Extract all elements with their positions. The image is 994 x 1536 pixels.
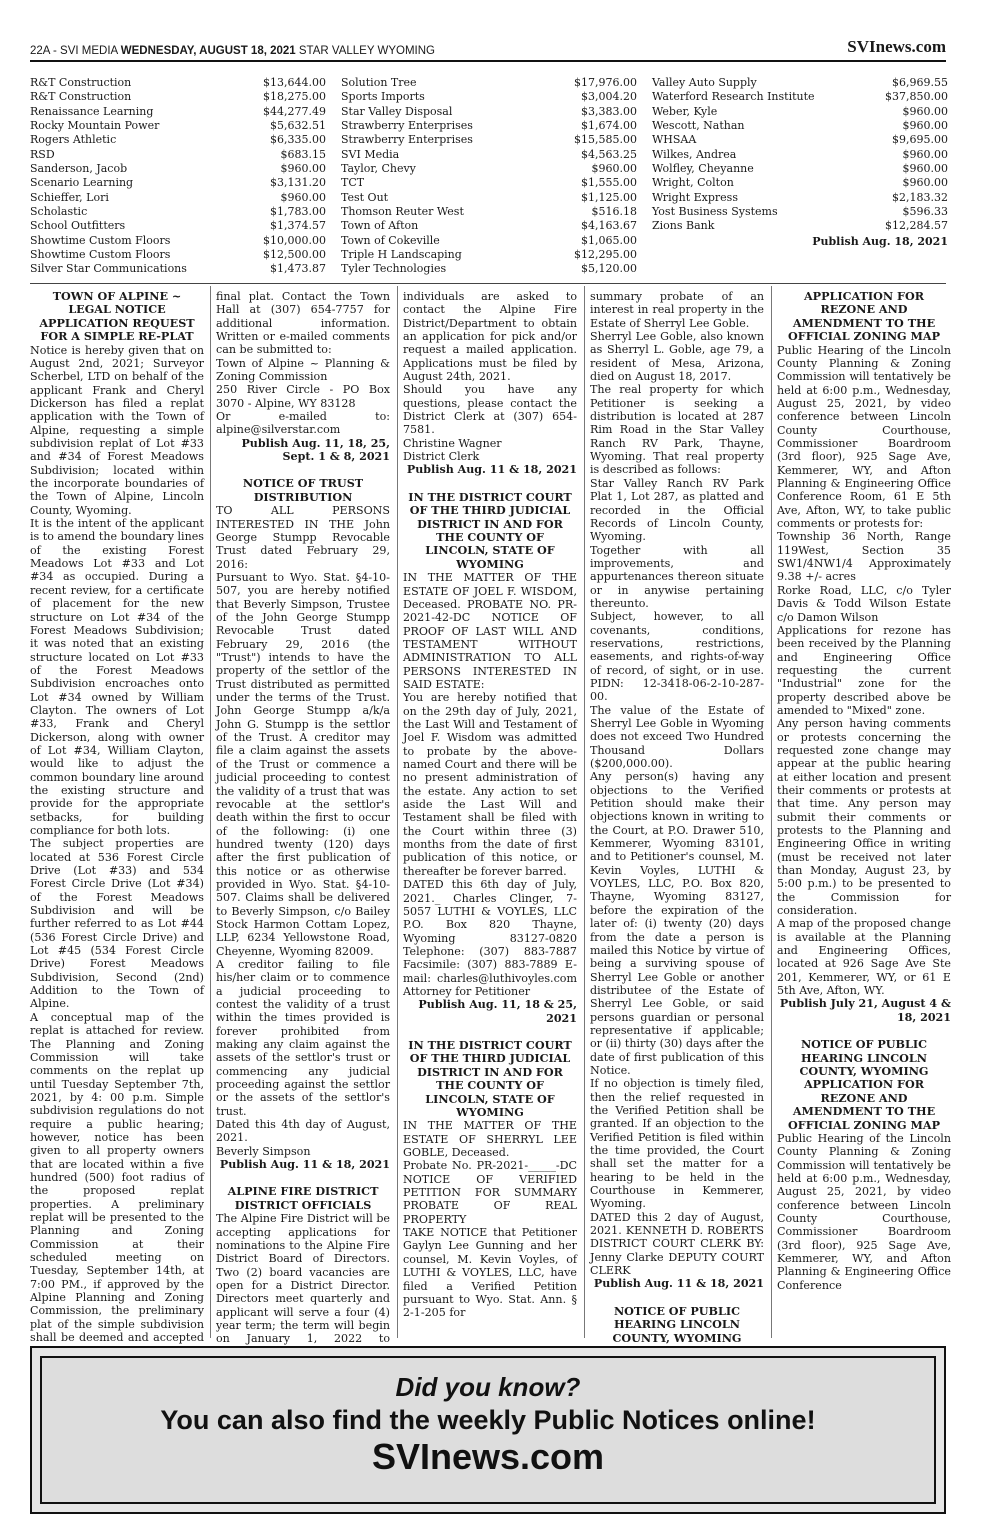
table-row [341, 148, 637, 162]
payee-name: Showtime Custom Floors [30, 233, 171, 247]
header-date: WEDNESDAY, AUGUST 18, 2021 [120, 45, 296, 57]
section-rule [30, 283, 946, 284]
trust-paragraph: A creditor failing to file his/her claim or to commence a judicial proceeding to contest the validity of a trust within the times provided is forever prohibited from making any claim against the assets of the settlor's trust or commencing any judicial proceeding against the settlor or the assets of the settlor's trust. [216, 957, 390, 1118]
rezone-title: APPLICATION FOR REZONE AND AMENDMENT TO THE OFFICIAL ZONING MAP [788, 289, 940, 344]
court2-paragraph: DATED this 2 day of August, 2021. KENNETH D. ROBERTS DISTRICT COURT CLERK BY: Jenny Clarke DEPUTY COURT CLERK [590, 1210, 764, 1278]
table-row [30, 191, 326, 205]
payment-amount: $1,125.00 [581, 190, 637, 204]
payment-amount: $2,183.32 [892, 190, 948, 204]
notice-column-3 [403, 290, 577, 1340]
banner-inner [40, 1356, 936, 1504]
header-left [30, 45, 435, 57]
notice-column-1 [30, 289, 204, 1345]
trust-publish: Publish Aug. 11 & 18, 2021 [219, 1158, 390, 1172]
fire-paragraph: Should you have any questions, please contact the District Clerk at (307) 654-7581. [403, 383, 577, 437]
payment-amount: $44,277.49 [263, 104, 326, 118]
table-row [341, 162, 637, 176]
payee-name: Wright Express [652, 190, 738, 204]
rezone-paragraph: Public Hearing of the Lincoln County Planning & Zoning Commission will tentatively be held at 6:00 p.m., Wednesday, August 25, 2021, by video conference between Lincoln County Courthouse, Commissioner Boardroom (3rd floor), 925 Sage Ave, Kemmerer, WY, and Afton Planning & Engineering Office Conference Room, 61 E 5th Ave, Afton, WY, to take public comments or protests for: [777, 343, 951, 531]
payment-amount: $5,120.00 [581, 262, 637, 276]
payment-amount: $1,065.00 [581, 233, 637, 247]
payments-column-2 [341, 76, 637, 277]
payee-name: Wescott, Nathan [652, 119, 745, 133]
table-row [30, 76, 326, 90]
payment-amount: $960.00 [280, 190, 326, 204]
payee-name: Waterford Research Institute [652, 90, 815, 104]
court2-paragraph: summary probate of an interest in real property in the Estate of Sherryl Lee Goble. [590, 290, 764, 330]
alpine-address: 250 River Circle - PO Box 3070 - Alpine, WY 83128 [216, 383, 390, 410]
page-header [30, 37, 946, 62]
payee-name: RSD [30, 147, 55, 161]
payee-name: Solution Tree [341, 76, 417, 89]
payee-name: Silver Star Communications [30, 262, 187, 276]
payment-amount: $960.00 [591, 162, 637, 176]
payment-amount: $1,555.00 [581, 176, 637, 190]
payee-name: Taylor, Chevy [341, 162, 416, 176]
payee-name: Thomson Reuter West [341, 205, 464, 219]
table-row [341, 176, 637, 190]
table-row [30, 205, 326, 219]
banner-question: Did you know? [395, 1372, 581, 1402]
table-row [652, 191, 948, 205]
rezone-paragraph: Applications for rezone has been received by the Planning and Engineering Office requesting the current "Industrial" zone for the property described above be amended to "Mixed" zone. [777, 623, 951, 717]
payee-name: TCT [341, 176, 365, 190]
trust-paragraph: Pursuant to Wyo. Stat. §4-10-507, you are hereby notified that Beverly Simpson, Trustee of the John George Stumpp Revocable Trust dated February 29, 2016 (the "Trust") intends to have the property of the settlor of the Trust distributed as permitted under the terms of the Trust. John George Stumpp a/k/a John G. Stumpp is the settlor of the Trust. A creditor may file a claim against the assets of the Trust or commence a judicial proceeding to contest the validity of a trust that was revocable at the settlor's death within the first to occur of the following: (i) one hundred twenty (120) days after the first publication of this notice or as otherwise provided in Wyo. Stat. §4-10-507. Claims shall be delivered to Beverly Simpson, c/o Bailey Stock Harmon Cottam Lopez, LLP, 6234 Yellowstone Road, Cheyenne, Wyoming 82009. [216, 571, 390, 958]
court2-title: IN THE DISTRICT COURT OF THE THIRD JUDICIAL DISTRICT IN AND FOR THE COUNTY OF LINCOLN, STATE OF WYOMING [408, 1037, 572, 1119]
table-row [652, 90, 948, 104]
payee-name: Yost Business Systems [652, 205, 778, 219]
court1-paragraph: DATED this 6th day of July, 2021._ Charles Clinger, 7-5057 LUTHI & VOYLES, LLC P.O. Box 820 Thayne, Wyoming 83127-0820 Telephone: (307) 883-7887 Facsimile: (307) 883-7889 E-mail: charles@luthivoyles.com Attorney for Petitioner [403, 878, 577, 998]
trust-signer: Beverly Simpson [216, 1144, 311, 1158]
payee-name: Town of Afton [341, 219, 419, 233]
fire-paragraph: The Alpine Fire District will be accepting applications for nominations to the Alpine Fire District Board of Directors. Two (2) board vacancies are open for a District Director. Directors meet quarterly and applicant will serve a four (4) year term; the term will begin on January 1, 2022 to [216, 1212, 390, 1346]
payment-amount: $960.00 [902, 147, 948, 161]
payee-name: Test Out [341, 190, 389, 204]
alpine-email: Or e-mailed to: alpine@silverstar.com [216, 410, 390, 437]
court2-paragraph: Sherryl Lee Goble, also known as Sherryl L. Goble, age 79, a resident of Mesa, Arizona, died on August 18, 2017. [590, 330, 764, 384]
payee-name: Scholastic [30, 205, 88, 219]
hearing2-paragraph: Public Hearing of the Lincoln County Planning & Zoning Commission will tentatively be held at 6:00 p.m., Wednesday, August 25, 2021, by video conference between Lincoln County Courthouse, Commissioner Boardroom (3rd floor), 925 Sage Ave, Kemmerer, WY, and Afton Planning & Engineering Office Conference [777, 1132, 951, 1292]
table-row [652, 119, 948, 133]
payee-name: WHSAA [652, 133, 697, 147]
payment-amount: $4,563.25 [581, 147, 637, 161]
alpine-paragraph: The subject properties are located at 536 Forest Circle Drive (Lot #33) and 534 Forest Circle Drive (Lot #34) of the Forest Meadows Subdivision and will be further referred to as Lot #44 (536 Forest Circle Drive) and Lot #45 (534 Forest Circle Drive) Forest Meadows Subdivision, Second (2nd) Addition to the Town of Alpine. [30, 837, 204, 1011]
payment-amount: $960.00 [902, 176, 948, 190]
payee-name: Renaissance Learning [30, 104, 154, 118]
table-row [652, 105, 948, 119]
court2-paragraph: The value of the Estate of Sherryl Lee Goble in Wyoming does not exceed Two Hundred Thousand Dollars ($200,000.00). [590, 703, 764, 771]
court2-paragraph: If no objection is timely filed, then the relief requested in the Verified Petition shall be granted. If an objection to the Verified Petition is filed within the time provided, the Court shall set the matter for a hearing to be held in the Courthouse in Kemmerer, Wyoming. [590, 1077, 764, 1211]
court1-title: IN THE DISTRICT COURT OF THE THIRD JUDICIAL DISTRICT IN AND FOR THE COUNTY OF LINCOLN, STATE OF WYOMING [408, 489, 572, 571]
table-row [341, 133, 637, 147]
payment-amount: $13,644.00 [263, 76, 326, 89]
header-place: STAR VALLEY WYOMING [298, 45, 436, 57]
payment-amount: $960.00 [902, 119, 948, 133]
payee-name: Strawberry Enterprises [341, 133, 473, 147]
table-row [652, 76, 948, 90]
payment-amount: $1,783.00 [270, 205, 326, 219]
payee-name: Town of Cokeville [341, 233, 440, 247]
payment-amount: $3,131.20 [270, 176, 326, 190]
hearing2-title: NOTICE OF PUBLIC HEARING LINCOLN COUNTY, WYOMING APPLICATION FOR REZONE AND AMENDMENT TO THE OFFICIAL ZONING MAP [788, 1037, 940, 1132]
table-row [652, 148, 948, 162]
payment-amount: $1,674.00 [581, 119, 637, 133]
payee-name: R&T Construction [30, 90, 132, 104]
court1-paragraph: IN THE MATTER OF THE ESTATE OF JOEL F. WISDOM, Deceased. PROBATE NO. PR-2021-42-DC NOTICE OF PROOF OF LAST WILL AND TESTAMENT WITHOUT ADMINISTRATION TO ALL PERSONS INTERESTED IN SAID ESTATE: [403, 571, 577, 691]
hearing-title: NOTICE OF PUBLIC HEARING LINCOLN COUNTY, WYOMING [612, 1303, 742, 1345]
payee-name: Wilkes, Andrea [652, 147, 737, 161]
table-row [341, 262, 637, 276]
payment-amount: $10,000.00 [263, 233, 326, 247]
table-row [30, 162, 326, 176]
notice-column-5 [777, 290, 951, 1340]
column-divider [397, 286, 398, 1338]
table-row [341, 119, 637, 133]
court1-paragraph: You are hereby notified that on the 29th day of July, 2021, the Last Will and Testament of Joel F. Wisdom was admitted to probate by the above-named Court and there will be no present administration of the estate. Any action to set aside the Last Will and Testament shall be filed with the Court within three (3) months from the date of first publication of this notice, or thereafter be forever barred. [403, 691, 577, 878]
payment-amount: $3,004.20 [581, 90, 637, 104]
payee-name: Sports Imports [341, 90, 425, 104]
table-row [652, 162, 948, 176]
table-row [341, 76, 637, 90]
fire-publish: Publish Aug. 11 & 18, 2021 [406, 463, 577, 477]
table-row [30, 219, 326, 233]
court2-paragraph: Probate No. PR-2021-_____-DC NOTICE OF VERIFIED PETITION FOR SUMMARY PROBATE OF REAL PROPERTY [403, 1159, 577, 1226]
table-row [341, 248, 637, 262]
alpine-paragraph: It is the intent of the applicant is to amend the boundary lines of the existing Forest Meadows Lot #33 and Lot #34 as occupied. During a recent review, for a certificate of placement for the new structure on Lot #34 of the Forest Meadows Subdivision; it was noted that an existing structure located on Lot #33 of the Forest Meadows Subdivision encroaches onto Lot #34 owned by William Clayton. The owners of Lot #33, Frank and Cheryl Dickerson, along with owner of Lot #34, William Clayton, would like to adjust the common boundary line around the existing structure and provide for the appropriate setbacks, for building compliance for both lots. [30, 517, 204, 837]
payment-amount: $5,632.51 [270, 119, 326, 133]
payment-amount: $37,850.00 [885, 90, 948, 104]
table-row [652, 176, 948, 190]
payee-name: Star Valley Disposal [341, 104, 453, 118]
payee-name: R&T Construction [30, 76, 132, 89]
table-row [30, 148, 326, 162]
notice-column-2 [216, 290, 390, 1346]
payment-amount: $15,585.00 [574, 133, 637, 147]
trust-title: NOTICE OF TRUST DISTRIBUTION [242, 476, 364, 504]
header-site[interactable]: SVInews.com [847, 37, 946, 56]
payee-name: Scenario Learning [30, 176, 134, 190]
payment-amount: $4,163.67 [581, 219, 637, 233]
payment-amount: $17,976.00 [574, 76, 637, 89]
payee-name: SVI Media [341, 147, 400, 161]
payment-amount: $960.00 [902, 104, 948, 118]
payment-amount: $960.00 [902, 162, 948, 176]
payment-amount: $960.00 [280, 162, 326, 176]
alpine-paragraph: Town of Alpine ~ Planning & Zoning Commission [216, 356, 390, 384]
table-row [30, 133, 326, 147]
fire-clerk: Christine Wagner [403, 436, 502, 450]
court1-publish: Publish Aug. 11, 18 & 25, 2021 [418, 998, 577, 1025]
payee-name: Showtime Custom Floors [30, 248, 171, 262]
table-row [341, 105, 637, 119]
payment-amount: $18,275.00 [263, 90, 326, 104]
table-publish: Publish Aug. 18, 2021 [812, 234, 948, 248]
payee-name: Sanderson, Jacob [30, 162, 128, 176]
rezone-paragraph: Township 36 North, Range 119West, Section 35 SW1/4NW1/4 Approximately 9.38 +/- acres [777, 530, 951, 584]
table-row [652, 133, 948, 147]
payee-name: Tyler Technologies [341, 262, 447, 276]
court2-paragraph: Any person(s) having any objections to the Verified Petition should make their objections known in writing to the Court, at P.O. Drawer 510, Kemmerer, Wyoming 83101, and to Petitioner's counsel, M. Kevin Voyles, LUTHI & VOYLES, LLC, P.O. Box 820, Thayne, Wyoming 83127, before the expiration of the later of: (i) twenty (20) days from the date a person is mailed this Notice by virtue of being a surviving spouse of Sherryl Lee Goble or another distributee of the Estate of Sherryl Lee Goble, or said persons guardian or personal representative if applicable; or (ii) thirty (30) days after the date of first publication of this Notice. [590, 770, 764, 1077]
alpine-paragraph: A conceptual map of the replat is attached for review. The Planning and Zoning Commission will take comments on the replat up until Tuesday September 7th, 2021, by 4: 00 p.m. Simple subdivision regulations do not require a public hearing; however, notice has been given to all property owners that are located within a five hundred (500) foot radius of the proposed replat properties. A preliminary replat will be presented to the Planning and Zoning Commission at their scheduled meeting on Tuesday, September 14th, at 7:00 PM., if approved by the Alpine Planning and Zoning Commission, the preliminary plat of the simple subdivision shall be deemed and accepted [30, 1010, 204, 1345]
table-row [30, 119, 326, 133]
payments-column-3 [652, 76, 948, 249]
payee-name: Schieffer, Lori [30, 190, 109, 204]
banner-site-link[interactable]: SVInews.com [371, 1436, 605, 1477]
alpine-paragraph: final plat. Contact the Town Hall at (307) 654-7757 for additional information. Written or e-mailed comments can be submitted to: [216, 290, 390, 357]
payee-name: School Outfitters [30, 219, 126, 233]
table-row [652, 219, 948, 233]
rezone-paragraph: Rorke Road, LLC, c/o Tyler Davis & Todd Wilson Estate c/o Damon Wilson [777, 583, 951, 624]
court2-paragraph: Subject, however, to all covenants, conditions, reservations, restrictions, easements, and rights-of-way of record, of sight, or in use. PIDN: 12-3418-06-2-10-287-00. [590, 610, 764, 704]
court2-publish: Publish Aug. 11 & 18, 2021 [593, 1277, 764, 1291]
fire-clerk-title: District Clerk [403, 450, 480, 464]
court2-paragraph: IN THE MATTER OF THE ESTATE OF SHERRYL LEE GOBLE, Deceased. [403, 1119, 577, 1160]
table-row [30, 90, 326, 104]
payment-amount: $516.18 [591, 205, 637, 219]
payments-column-1 [30, 76, 326, 277]
payment-amount: $683.15 [280, 147, 326, 161]
payment-amount: $9,695.00 [892, 133, 948, 147]
fire-paragraph: individuals are asked to contact the Alpine Fire District/Department to obtain an application for pick and/or request a mailed application. Applications must be filed by August 24th, 2021. [403, 290, 577, 384]
payment-amount: $12,295.00 [574, 248, 637, 262]
table-row [652, 205, 948, 219]
payment-amount: $6,335.00 [270, 133, 326, 147]
fire-title: ALPINE FIRE DISTRICT DISTRICT OFFICIALS [227, 1184, 379, 1212]
table-row [341, 219, 637, 233]
table-row [341, 191, 637, 205]
table-row [341, 90, 637, 104]
table-row [30, 248, 326, 262]
alpine-publish: Publish Aug. 11, 18, 25, Sept. 1 & 8, 2021 [241, 436, 390, 464]
payee-name: Wright, Colton [652, 176, 734, 190]
banner-message: You can also find the weekly Public Notices online! [160, 1405, 816, 1435]
table-row [30, 176, 326, 190]
payee-name: Rocky Mountain Power [30, 119, 160, 133]
table-row [30, 234, 326, 248]
table-row [30, 262, 326, 276]
court2-paragraph: Together with all improvements, and appurtenances thereon situate or in anywise pertaining thereunto. [590, 543, 764, 610]
online-notices-banner [30, 1346, 946, 1514]
payee-name: Valley Auto Supply [652, 76, 757, 89]
alpine-title: TOWN OF ALPINE ~ LEGAL NOTICE APPLICATION REQUEST FOR A SIMPLE RE-PLAT [39, 289, 195, 344]
rezone-paragraph: A map of the proposed change is available at the Planning and Engineering Offices, located at 926 Sage Ave Ste 201, Kemmerer, WY, or 61 E 5th Ave, Afton, WY. [777, 917, 951, 998]
header-section: 22A - SVI MEDIA [30, 45, 118, 57]
notice-column-4 [590, 290, 764, 1345]
alpine-paragraph: Notice is hereby given that on August 2nd, 2021; Surveyor Scherbel, LTD on behalf of the applicant Frank and Cheryl Dickerson has filed a replat application with the Town of Alpine, requesting a simple subdivision replat of Lot #33 and #34 of Forest Meadows Subdivision; located within the incorporate boundaries of the Town of Alpine, Lincoln County, Wyoming. [30, 343, 204, 517]
payment-amount: $6,969.55 [892, 76, 948, 89]
table-row [30, 105, 326, 119]
column-divider [584, 286, 585, 1338]
payee-name: Weber, Kyle [652, 104, 718, 118]
payee-name: Wolfley, Cheyanne [652, 162, 754, 176]
column-divider [210, 286, 211, 1338]
payment-amount: $3,383.00 [581, 104, 637, 118]
payment-amount: $1,473.87 [270, 262, 326, 276]
rezone-paragraph: Any person having comments or protests concerning the requested zone change may appear at the public hearing at either location and present their comments or protests at that time. Any person may submit their comments or protests to the Planning and Engineering Office in writing (must be received not later than Monday, August 23, by 5:00 p.m.) to be presented to the Commission for consideration. [777, 717, 951, 918]
column-divider [771, 286, 772, 1338]
court2-paragraph: Star Valley Ranch RV Park Plat 1, Lot 287, as platted and recorded in the Official Records of Lincoln County, Wyoming. [590, 476, 764, 544]
payee-name: Triple H Landscaping [341, 248, 462, 262]
table-row [341, 234, 637, 248]
payee-name: Zions Bank [652, 219, 715, 233]
payee-name: Strawberry Enterprises [341, 119, 473, 133]
table-row [341, 205, 637, 219]
payment-amount: $12,284.57 [885, 219, 948, 233]
payment-amount: $596.33 [902, 205, 948, 219]
trust-dated: Dated this 4th day of August, 2021. [216, 1118, 390, 1145]
court2-paragraph: TAKE NOTICE that Petitioner Gaylyn Lee Gunning and her counsel, M. Kevin Voyles, of LUTHI & VOYLES, LLC, have filed a Verified Petition pursuant to Wyo. Stat. Ann. § 2-1-205 for [403, 1226, 577, 1320]
court2-paragraph: The real property for which Petitioner is seeking a distribution is located at 287 Rim Road in the Star Valley Ranch RV Park, Thayne, Wyoming. That real property is described as follows: [590, 383, 764, 477]
payee-name: Rogers Athletic [30, 133, 117, 147]
trust-paragraph: TO ALL PERSONS INTERESTED IN THE John George Stumpp Revocable Trust dated February 29, 2016: [216, 504, 390, 571]
payment-amount: $12,500.00 [263, 248, 326, 262]
rezone-publish: Publish July 21, August 4 & 18, 2021 [779, 997, 951, 1024]
payment-amount: $1,374.57 [270, 219, 326, 233]
